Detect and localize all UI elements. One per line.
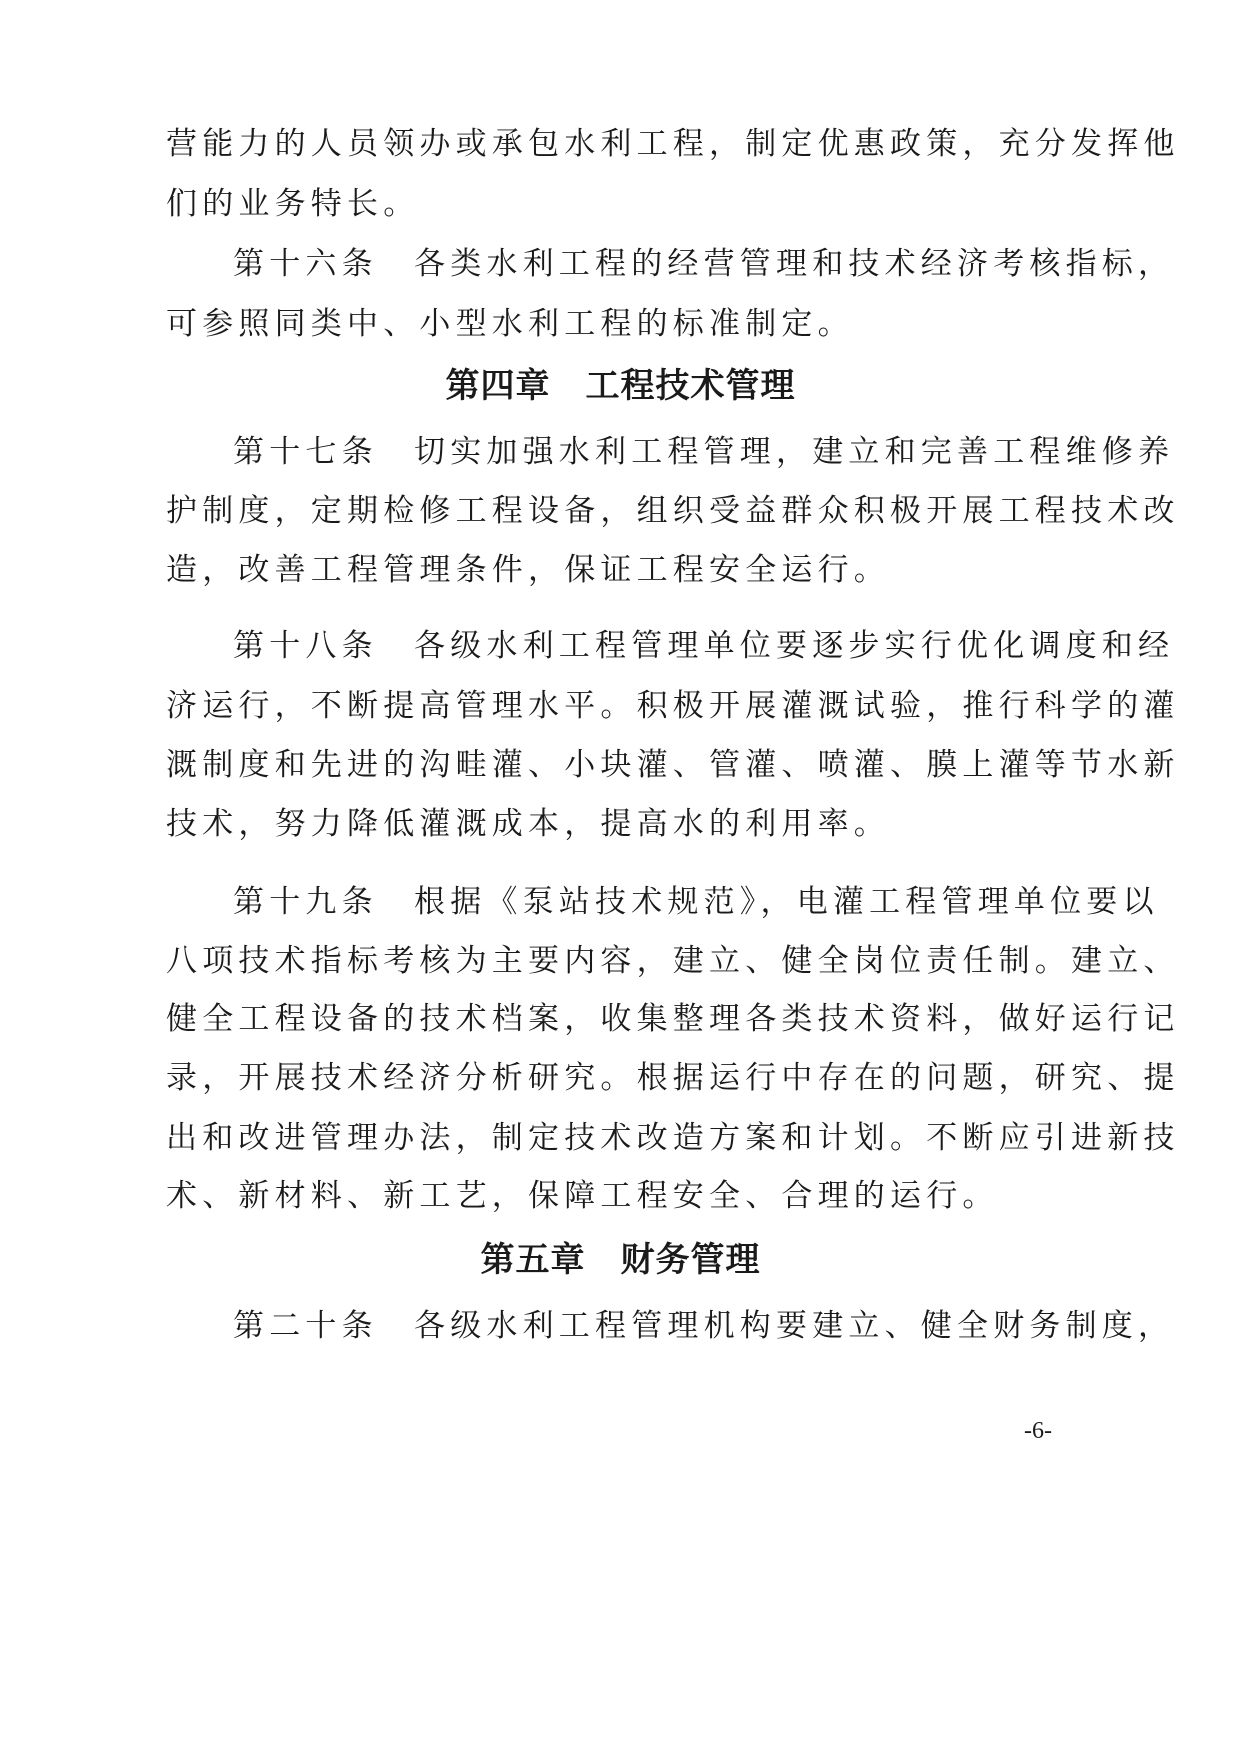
article-18-line: 济运行，不断提高管理水平。积极开展灌溉试验，推行科学的灌 — [166, 688, 1180, 724]
article-16-line: 第十六条 各类水利工程的经营管理和技术经济考核指标， — [233, 246, 1175, 282]
article-18-line: 技术，努力降低灌溉成本，提高水的利用率。 — [166, 806, 890, 842]
paragraph-line: 营能力的人员领办或承包水利工程，制定优惠政策，充分发挥他 — [166, 126, 1180, 162]
article-19-line: 出和改进管理办法，制定技术改造方案和计划。不断应引进新技 — [166, 1120, 1180, 1156]
chapter-4-heading: 第四章 工程技术管理 — [445, 366, 796, 406]
article-18-line: 溉制度和先进的沟畦灌、小块灌、管灌、喷灌、膜上灌等节水新 — [166, 747, 1180, 783]
article-17-line: 护制度，定期检修工程设备，组织受益群众积极开展工程技术改 — [166, 493, 1180, 529]
paragraph-line: 们的业务特长。 — [166, 186, 420, 222]
page-number: -6- — [1024, 1418, 1052, 1444]
article-19-line: 术、新材料、新工艺，保障工程安全、合理的运行。 — [166, 1178, 999, 1214]
article-19-line: 第十九条 根据《泵站技术规范》，电灌工程管理单位要以 — [233, 884, 1159, 920]
chapter-5-heading: 第五章 财务管理 — [480, 1240, 761, 1280]
article-19-line: 录，开展技术经济分析研究。根据运行中存在的问题，研究、提 — [166, 1060, 1180, 1096]
article-17-line: 第十七条 切实加强水利工程管理，建立和完善工程维修养 — [233, 434, 1175, 470]
article-20-line: 第二十条 各级水利工程管理机构要建立、健全财务制度， — [233, 1308, 1175, 1344]
article-19-line: 健全工程设备的技术档案，收集整理各类技术资料，做好运行记 — [166, 1001, 1180, 1037]
article-18-line: 第十八条 各级水利工程管理单位要逐步实行优化调度和经 — [233, 628, 1175, 664]
article-17-line: 造，改善工程管理条件，保证工程安全运行。 — [166, 552, 890, 588]
article-19-line: 八项技术指标考核为主要内容，建立、健全岗位责任制。建立、 — [166, 943, 1180, 979]
article-16-line: 可参照同类中、小型水利工程的标准制定。 — [166, 306, 854, 342]
